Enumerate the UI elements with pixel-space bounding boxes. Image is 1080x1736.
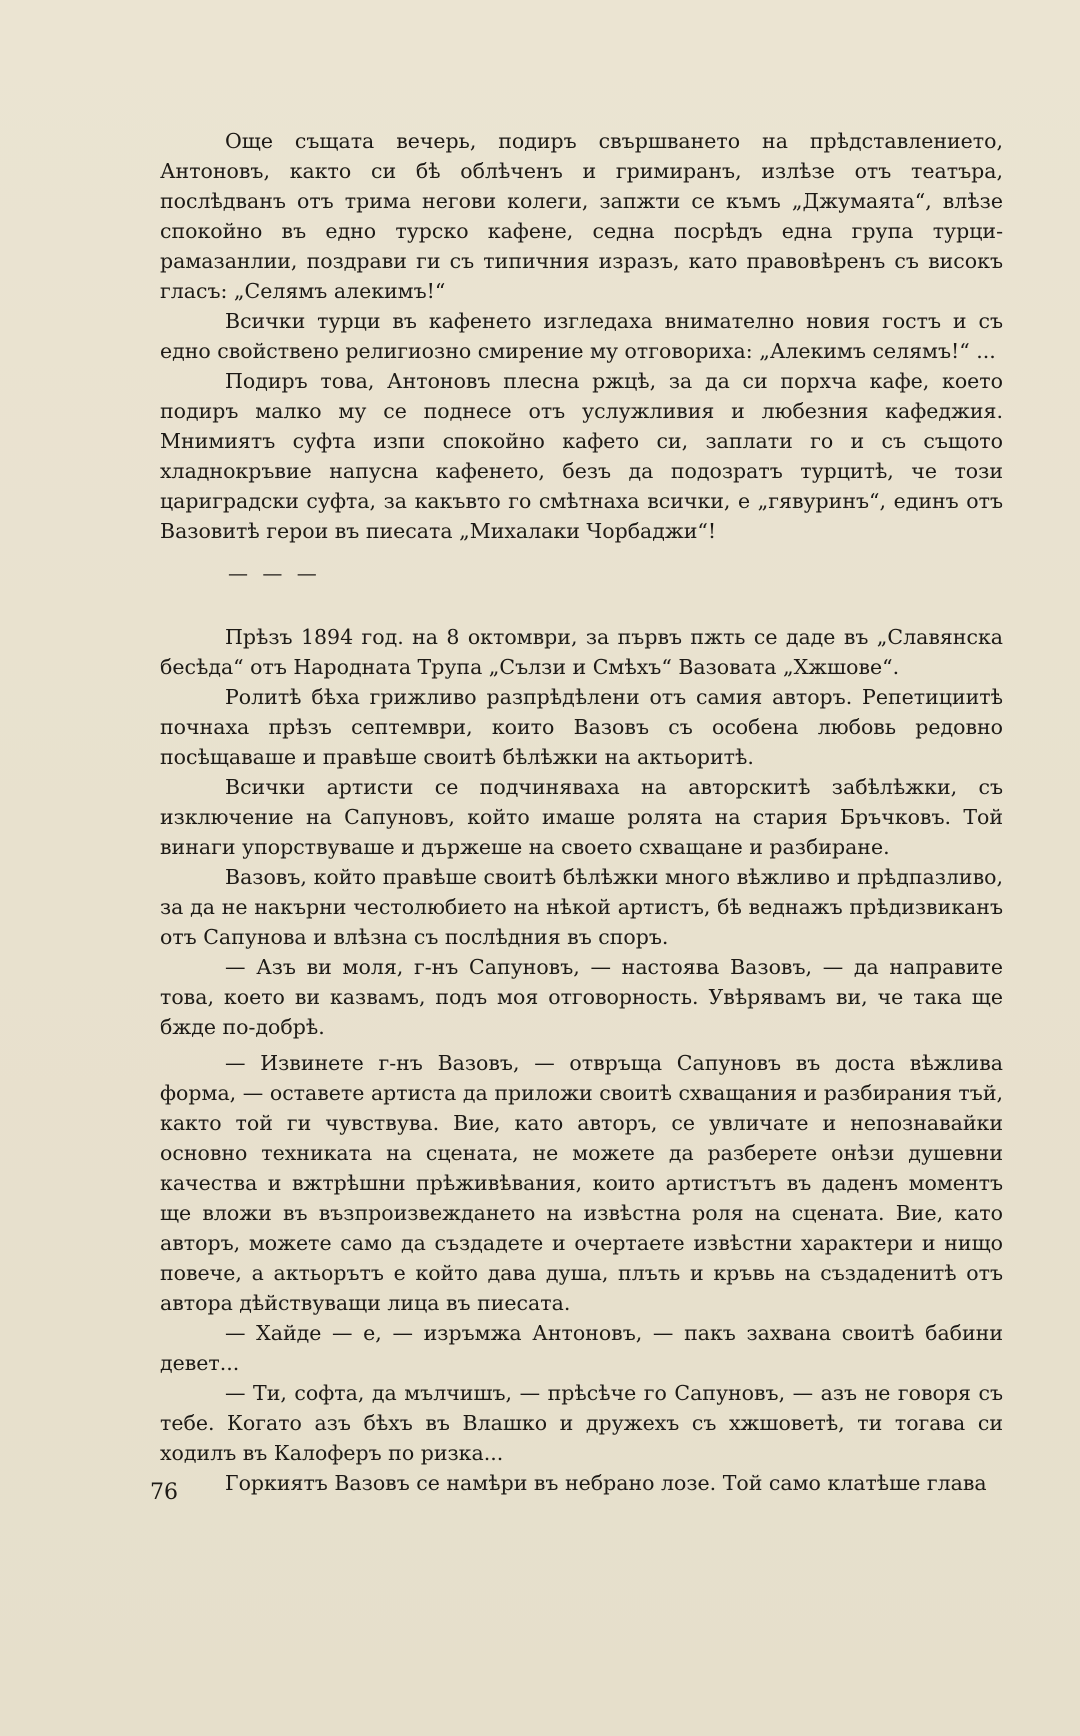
body-text <box>160 126 1003 1498</box>
paragraph: Горкиятъ Вазовъ се намѣри въ небрано лозе. Той само клатѣше глава <box>225 1471 987 1495</box>
paragraph: — Извинете г-нъ Вазовъ, — отвръща Сапуновъ въ доста вѣжлива форма, — оставете артиста да приложи своитѣ схващания и разбирания тъй, както той ги чувствува. Вие, като авторъ, се увличате и непознавайки основно техниката на сцената, не можете да разберете онѣзи душевни качества и вжтрѣшни прѣживѣвания, които артистътъ въ даденъ моментъ ще вложи въ възпроизвеждането на извѣстна роля на сцената. Вие, като авторъ, можете само да създадете и очертаете извѣстни характери и нищо повече, а актьорътъ е който дава душа, плъть и кръвь на създаденитѣ отъ автора дѣйствуващи лица въ пиесата. <box>160 1051 1003 1315</box>
paragraph: Всички турци въ кафенето изгледаха внимателно новия гостъ и съ едно свойствено религиозно смирение му отговориха: „Алекимъ селямъ!“ ... <box>160 309 1003 363</box>
paragraph: — Азъ ви моля, г-нъ Сапуновъ, — настоява Вазовъ, — да направите това, което ви казвамъ, подъ моя отговорность. Увѣрявамъ ви, че така ще бжде по-добрѣ. <box>160 955 1003 1039</box>
page-number: 76 <box>150 1480 178 1505</box>
section-divider: — — — <box>228 561 321 585</box>
paragraph: — Хайде — е, — изръмжа Антоновъ, — пакъ захвана своитѣ бабини девет... <box>160 1321 1003 1375</box>
paragraph: Ролитѣ бѣха грижливо разпрѣдѣлени отъ самия авторъ. Репетициитѣ почнаха прѣзъ септември, които Вазовъ съ особена любовь редовно посѣщаваше и правѣше своитѣ бѣлѣжки на актьоритѣ. <box>160 685 1003 769</box>
paragraph: Всички артисти се подчиняваха на авторскитѣ забѣлѣжки, съ изключение на Сапуновъ, който имаше ролята на стария Бръчковъ. Той винаги упорствуваше и държеше на своето схващане и разбиране. <box>160 775 1003 859</box>
paragraph: Подиръ това, Антоновъ плесна ржцѣ, за да си порхча кафе, което подиръ малко му се поднесе отъ услужливия и любезния кафеджия. Мнимиятъ суфта изпи спокойно кафето си, заплати го и съ същото хладнокръвие напусна кафенето, безъ да подозратъ турцитѣ, че този цариградски суфта, за какъвто го смѣтнаха всички, е „гявуринъ“, единъ отъ Вазовитѣ герои въ пиесата „Михалаки Чорбаджи“! <box>160 369 1003 543</box>
paragraph: Още същата вечерь, подиръ свършването на прѣдставлението, Антоновъ, както си бѣ облѣченъ и гримиранъ, излѣзе отъ театъра, послѣдванъ отъ трима негови колеги, запжти се къмъ „Джумаята“, влѣзе спокойно въ едно турско кафене, седна посрѣдъ една група турци-рамазанлии, поздрави ги съ типичния изразъ, като правовѣренъ съ високъ гласъ: „Селямъ алекимъ!“ <box>160 129 1003 303</box>
paragraph: Вазовъ, който правѣше своитѣ бѣлѣжки много вѣжливо и прѣдпазливо, за да не накърни честолюбието на нѣкой артистъ, бѣ веднажъ прѣдизвиканъ отъ Сапунова и влѣзна съ послѣдния въ споръ. <box>160 865 1003 949</box>
paragraph: Прѣзъ 1894 год. на 8 октомври, за първъ пжть се даде въ „Славянска бесѣда“ отъ Народната Трупа „Сълзи и Смѣхъ“ Вазовата „Хжшове“. <box>160 625 1003 679</box>
paragraph: — Ти, софта, да мълчишъ, — прѣсѣче го Сапуновъ, — азъ не говоря съ тебе. Когато азъ бѣхъ въ Влашко и дружехъ съ хжшоветѣ, ти тогава си ходилъ въ Калоферъ по ризка... <box>160 1381 1003 1465</box>
